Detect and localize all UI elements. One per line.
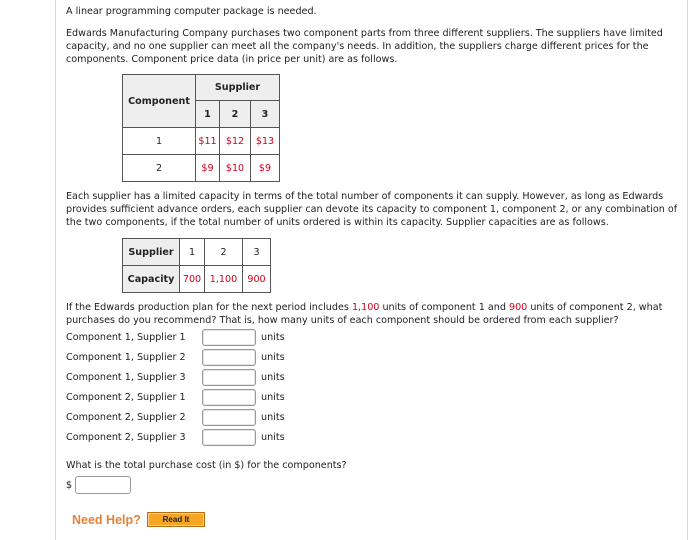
units-label: units: [261, 352, 285, 363]
price-c1-s3: $13: [251, 128, 280, 155]
price-c2-s1: $9: [196, 155, 220, 182]
capacity-value-2: 1,100: [205, 266, 243, 293]
answer-input-c2-s2[interactable]: [202, 409, 256, 426]
component-header: Component: [123, 75, 196, 128]
intro-text: A linear programming computer package is needed.: [66, 6, 317, 17]
component-1-quantity: 1,100: [351, 302, 380, 313]
capacity-supplier-2: 2: [205, 239, 243, 266]
answer-input-c2-s3[interactable]: [202, 429, 256, 446]
answer-label-c1-s3: Component 1, Supplier 3: [66, 372, 186, 383]
component-2-label: 2: [123, 155, 196, 182]
problem-description: Edwards Manufacturing Company purchases two component parts from three different suppliers. The suppliers have limited capacity, and no one supplier can meet all the company's needs. In addition, the suppliers charge different prices for the components. Component price data (in price per unit) are as follows.: [66, 28, 663, 65]
total-cost-input[interactable]: [75, 476, 131, 494]
answer-label-c2-s1: Component 2, Supplier 1: [66, 392, 186, 403]
answer-input-c2-s1[interactable]: [202, 389, 256, 406]
answer-label-c1-s1: Component 1, Supplier 1: [66, 332, 186, 343]
units-label: units: [261, 332, 285, 343]
capacity-value-1: 700: [180, 266, 205, 293]
currency-symbol: $: [66, 480, 73, 491]
supplier-col-1: 1: [196, 101, 220, 128]
need-help-label: Need Help?: [72, 513, 141, 527]
component-1-label: 1: [123, 128, 196, 155]
cost-question: What is the total purchase cost (in $) for the components?: [66, 460, 347, 471]
question-panel: [55, 0, 688, 540]
supplier-header: Supplier: [196, 75, 280, 101]
component-2-quantity: 900: [508, 302, 528, 313]
capacity-table: [122, 238, 271, 293]
units-label: units: [261, 392, 285, 403]
answer-label-c2-s2: Component 2, Supplier 2: [66, 412, 186, 423]
units-label: units: [261, 412, 285, 423]
capacity-supplier-1: 1: [180, 239, 205, 266]
price-c1-s1: $11: [196, 128, 220, 155]
answer-input-c1-s1[interactable]: [202, 329, 256, 346]
units-label: units: [261, 372, 285, 383]
units-label: units: [261, 432, 285, 443]
answer-input-c1-s3[interactable]: [202, 369, 256, 386]
answer-label-c1-s2: Component 1, Supplier 2: [66, 352, 186, 363]
answer-label-c2-s3: Component 2, Supplier 3: [66, 432, 186, 443]
price-c2-s3: $9: [251, 155, 280, 182]
purchase-question: [66, 301, 678, 327]
supplier-col-2: 2: [220, 101, 251, 128]
price-c2-s2: $10: [220, 155, 251, 182]
capacity-supplier-label: Supplier: [123, 239, 180, 266]
question-text-3: units of component 2, what purchases do you recommend? That is, how many units of each component should be ordered from each supplier?: [66, 302, 663, 326]
answer-input-c1-s2[interactable]: [202, 349, 256, 366]
capacity-description: Each supplier has a limited capacity in terms of the total number of components it can supply. However, as long as Edwards provides sufficient advance orders, each supplier can devote its capacity to component 1, component 2, or any combination of the two components, if the total number of units ordered is within its capacity. Supplier capacities are as follows.: [66, 191, 678, 228]
read-it-button[interactable]: Read It: [147, 512, 205, 527]
capacity-value-3: 900: [243, 266, 271, 293]
price-table: [122, 74, 280, 182]
capacity-supplier-3: 3: [243, 239, 271, 266]
question-text-1: If the Edwards production plan for the next period includes: [66, 302, 352, 313]
price-c1-s2: $12: [220, 128, 251, 155]
capacity-label: Capacity: [123, 266, 180, 293]
question-text-2: units of component 1 and: [379, 302, 509, 313]
supplier-col-3: 3: [251, 101, 280, 128]
